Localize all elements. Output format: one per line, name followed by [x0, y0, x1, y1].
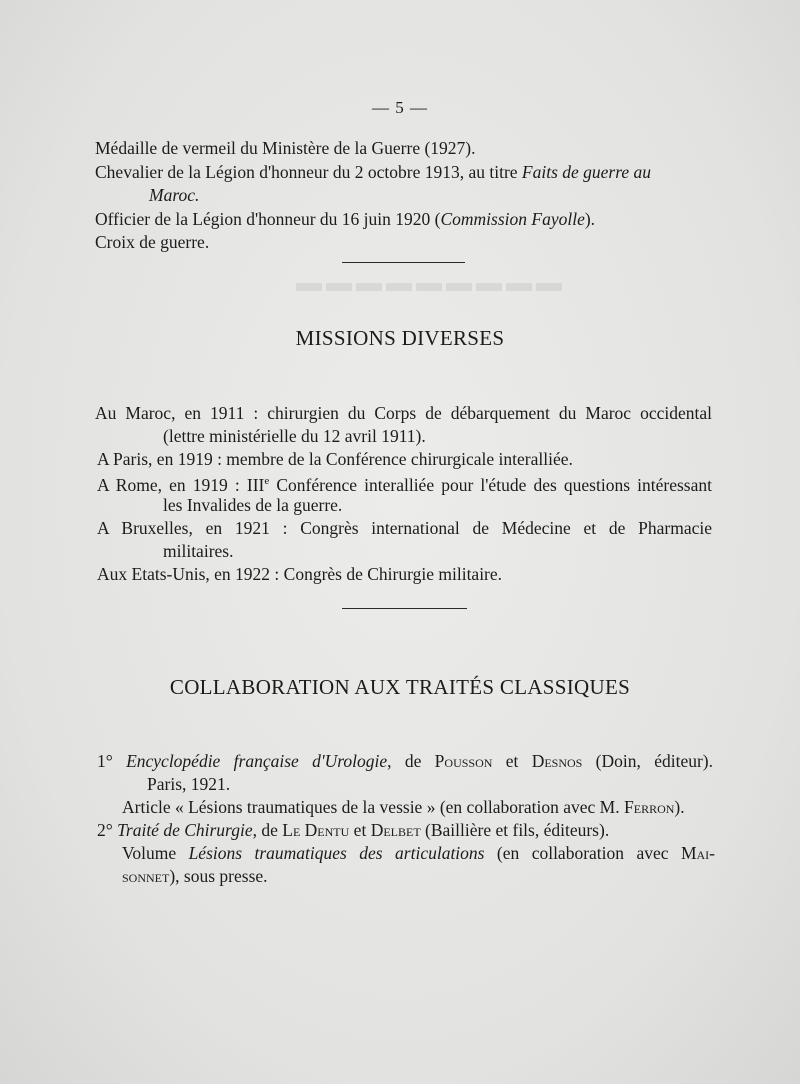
- honor-line-3: Officier de la Légion d'honneur du 16 juin 1920 (Commission Fayolle).: [95, 209, 596, 229]
- collab-item-1-article: Article « Lésions traumatiques de la vessie » (en collaboration avec M. Ferron).: [122, 797, 685, 817]
- show-through-decoration: ▬▬▬▬▬▬▬▬▬: [296, 268, 566, 297]
- mission-maroc: Au Maroc, en 1911 : chirurgien du Corps de débarquement du Maroc occidental: [95, 403, 712, 423]
- collab-item-1-city: Paris, 1921.: [147, 774, 231, 794]
- collab-item-2-volume: Volume Lésions traumatiques des articulations (en collaboration avec Mai-: [122, 843, 715, 863]
- mission-bruxelles-cont: militaires.: [163, 541, 234, 561]
- divider-rule: [342, 608, 467, 609]
- honor-line-4: Croix de guerre.: [95, 232, 210, 252]
- page-number: — 5 —: [372, 98, 428, 117]
- divider-rule: [342, 262, 465, 263]
- missions-heading: MISSIONS DIVERSES: [295, 326, 505, 350]
- collab-item-1: 1° Encyclopédie française d'Urologie, de Pousson et Desnos (Doin, éditeur).: [97, 751, 713, 771]
- honor-line-1: Médaille de vermeil du Ministère de la Guerre (1927).: [95, 138, 476, 158]
- mission-rome-cont: les Invalides de la guerre.: [163, 495, 343, 515]
- collab-heading: COLLABORATION AUX TRAITÉS CLASSIQUES: [169, 675, 631, 699]
- mission-etats-unis: Aux Etats-Unis, en 1922 : Congrès de Chirurgie militaire.: [97, 564, 503, 584]
- collab-item-2: 2° Traité de Chirurgie, de Le Dentu et Delbet (Baillière et fils, éditeurs).: [97, 820, 610, 840]
- collab-item-2-volume-cont: sonnet), sous presse.: [122, 866, 268, 886]
- honor-line-2-cont: Maroc.: [149, 185, 200, 205]
- mission-bruxelles: A Bruxelles, en 1921 : Congrès international de Médecine et de Pharmacie: [97, 518, 712, 538]
- honor-line-2: Chevalier de la Légion d'honneur du 2 octobre 1913, au titre Faits de guerre au: [95, 162, 652, 182]
- mission-paris: A Paris, en 1919 : membre de la Conférence chirurgicale interalliée.: [97, 449, 573, 469]
- mission-rome: A Rome, en 1919 : IIIe Conférence interalliée pour l'étude des questions intéressant: [97, 474, 712, 495]
- mission-maroc-cont: (lettre ministérielle du 12 avril 1911).: [163, 426, 426, 446]
